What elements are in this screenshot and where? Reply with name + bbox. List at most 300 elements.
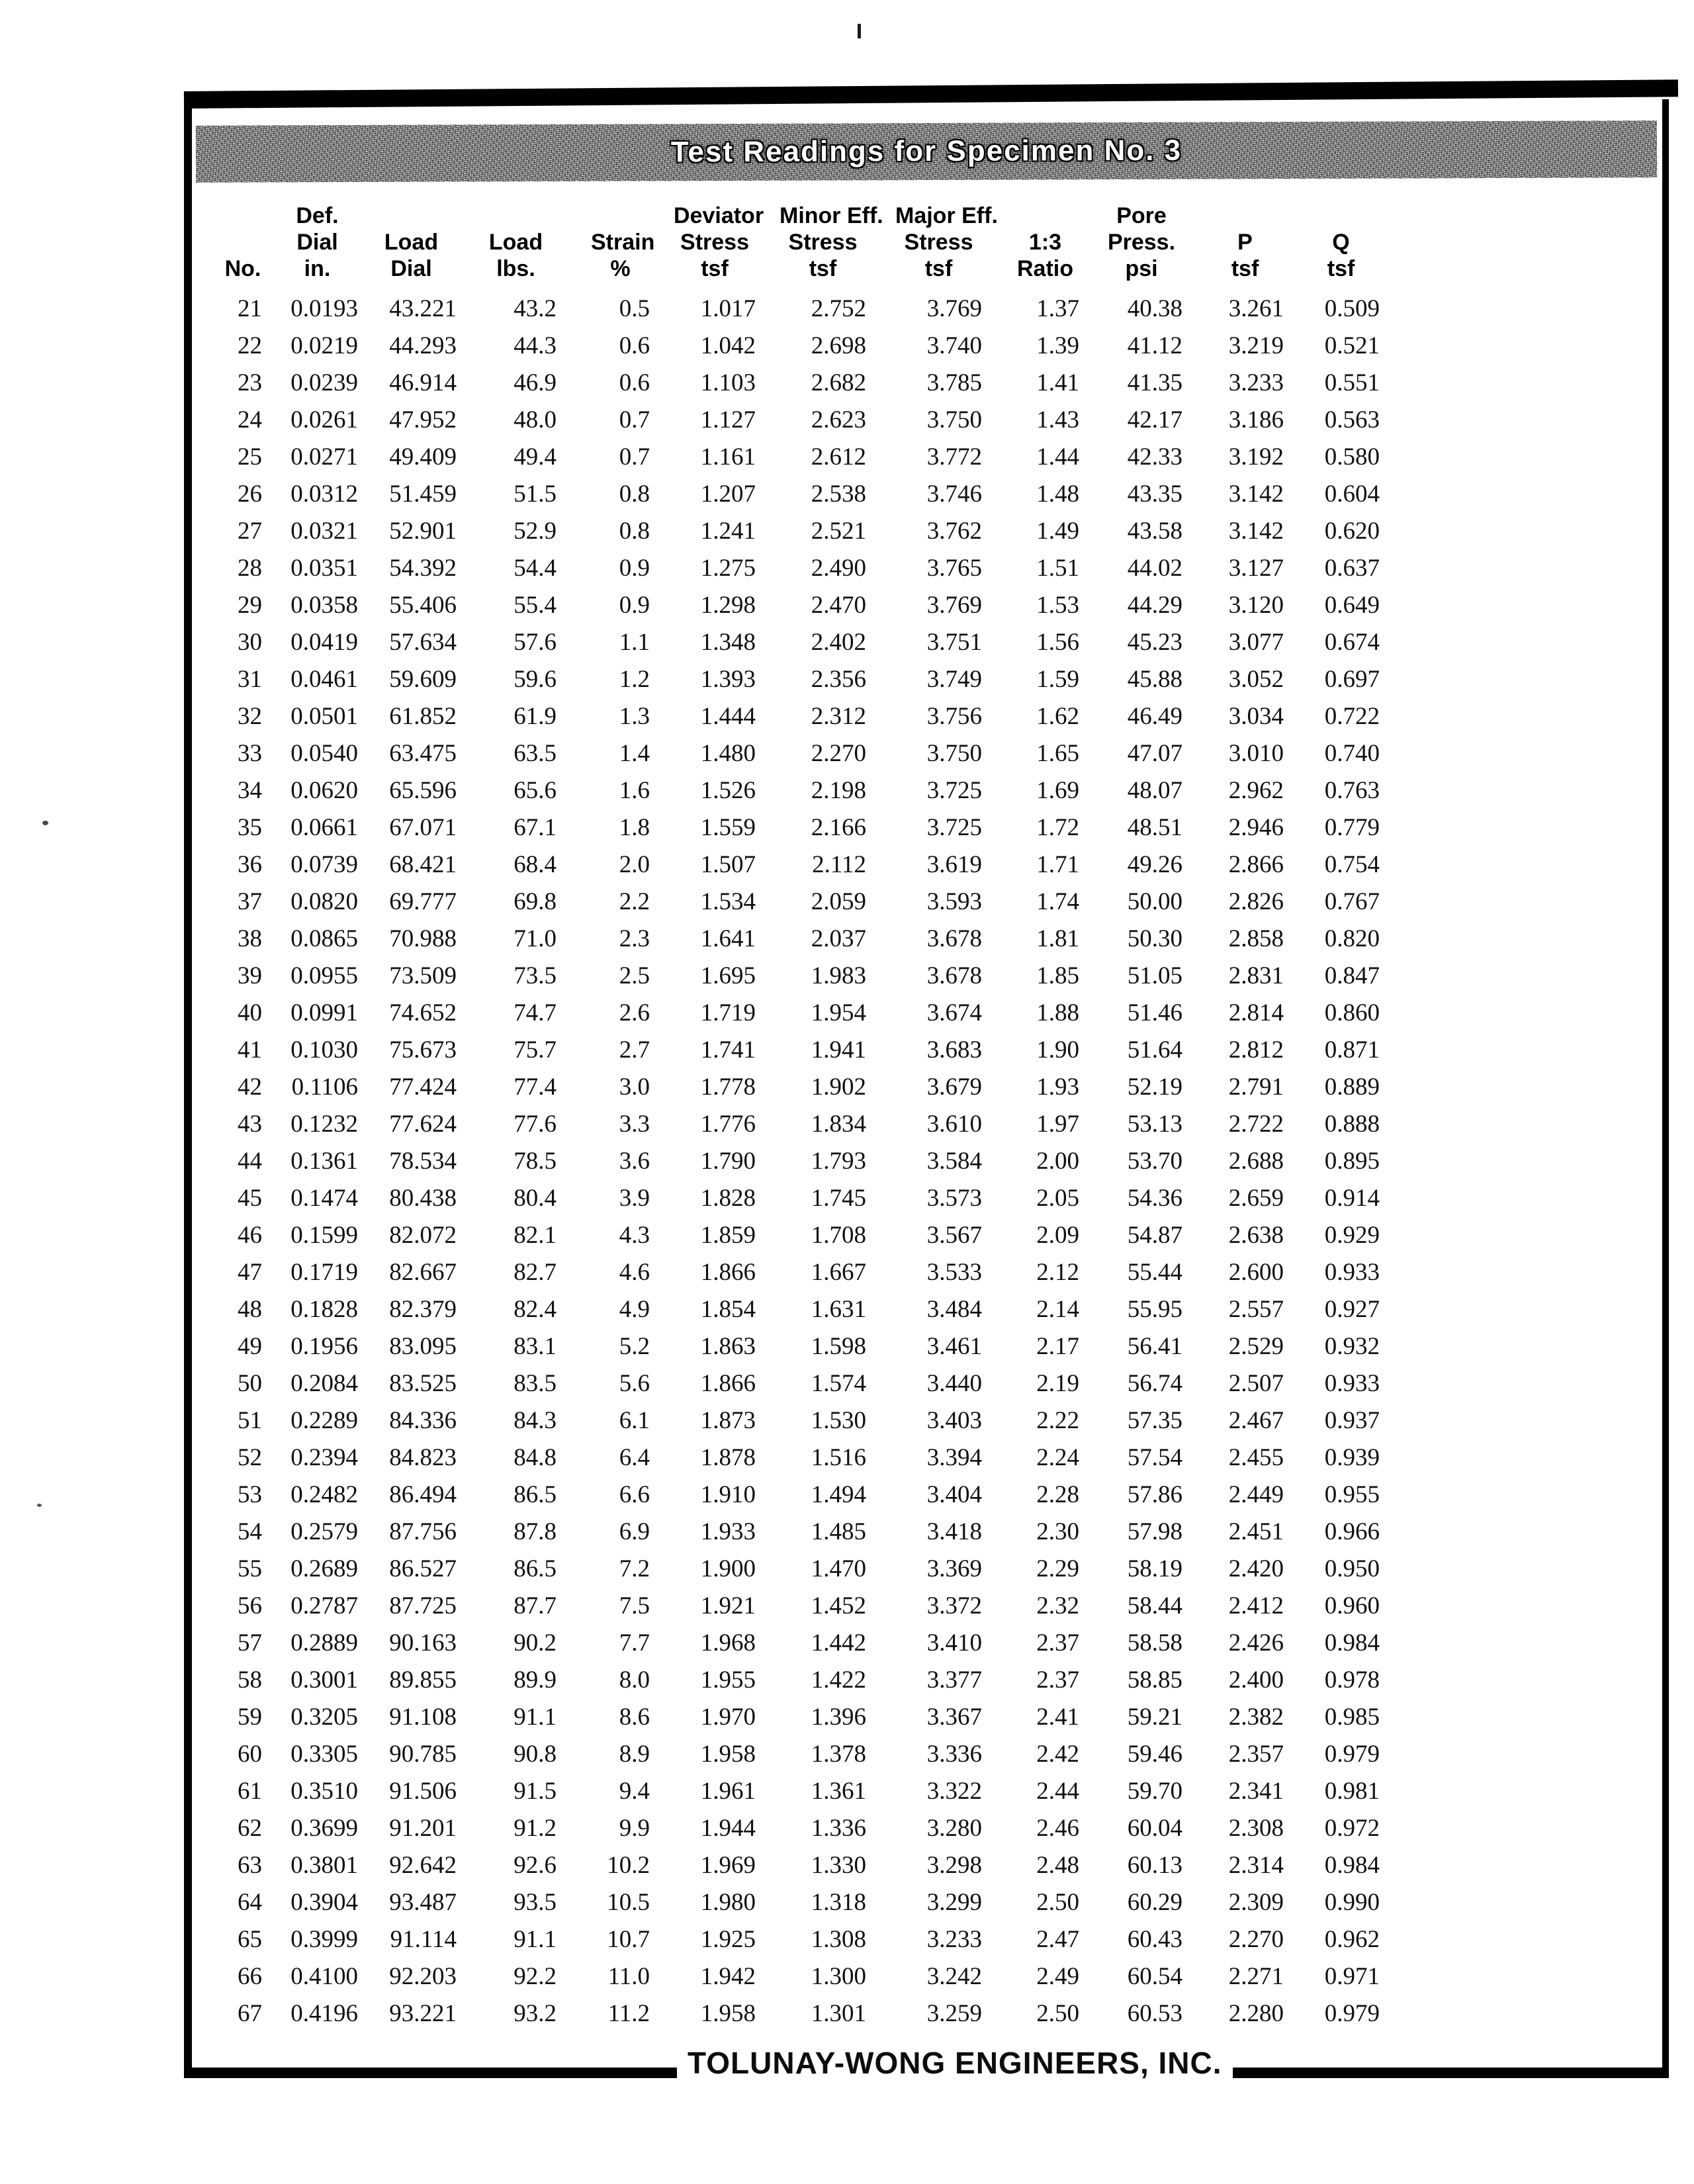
cell-def_dial_in: 0.0271 [290,443,358,471]
cell-p_tsf: 3.010 [1228,739,1284,767]
cell-ratio_1_3: 1.41 [1036,369,1079,396]
cell-no: 50 [238,1369,262,1397]
cell-p_tsf: 2.812 [1228,1036,1284,1064]
cell-q_tsf: 0.871 [1324,1036,1380,1064]
cell-p_tsf: 3.052 [1228,665,1284,693]
cell-load_lbs: 87.8 [513,1518,557,1545]
page-title: Test Readings for Specimen No. 3 [670,134,1182,169]
cell-strain_pct: 0.7 [619,443,650,471]
table-row [224,1328,1398,1365]
table-row [224,957,1398,994]
cell-deviator_stress: 1.127 [700,406,756,433]
cell-def_dial_in: 0.3305 [290,1740,358,1768]
cell-q_tsf: 0.674 [1324,628,1380,656]
cell-minor_eff_stress: 1.301 [811,1999,866,2027]
cell-def_dial_in: 0.1030 [290,1036,358,1064]
cell-deviator_stress: 1.968 [700,1629,756,1657]
cell-q_tsf: 0.860 [1324,999,1380,1026]
cell-q_tsf: 0.937 [1324,1406,1380,1434]
cell-load_dial: 82.667 [389,1258,457,1286]
cell-p_tsf: 3.034 [1228,702,1284,730]
cell-def_dial_in: 0.3904 [290,1888,358,1916]
cell-pore_press_psi: 45.23 [1127,628,1182,656]
table-row [224,883,1398,920]
table-row [224,1291,1398,1328]
cell-no: 36 [238,850,262,878]
cell-ratio_1_3: 1.93 [1036,1073,1079,1101]
cell-deviator_stress: 1.980 [700,1888,756,1916]
cell-no: 57 [238,1629,262,1657]
cell-deviator_stress: 1.958 [700,1740,756,1768]
cell-load_dial: 52.901 [389,517,457,545]
table-row [224,1772,1398,1809]
table-row [224,846,1398,883]
cell-pore_press_psi: 59.70 [1127,1777,1182,1805]
cell-p_tsf: 2.962 [1228,776,1284,804]
cell-load_dial: 89.855 [389,1666,457,1694]
cell-pore_press_psi: 53.13 [1127,1110,1182,1138]
cell-no: 51 [238,1406,262,1434]
cell-q_tsf: 0.955 [1324,1480,1380,1508]
cell-deviator_stress: 1.695 [700,962,756,989]
cell-load_lbs: 91.5 [513,1777,557,1805]
cell-load_dial: 43.221 [389,295,457,322]
cell-strain_pct: 11.0 [607,1962,650,1990]
cell-major_eff_stress: 3.410 [926,1629,982,1657]
cell-def_dial_in: 0.0820 [290,887,358,915]
cell-deviator_stress: 1.790 [700,1147,756,1175]
cell-deviator_stress: 1.955 [700,1666,756,1694]
cell-minor_eff_stress: 2.166 [811,813,866,841]
table-row [224,364,1398,401]
cell-strain_pct: 3.9 [619,1184,650,1212]
cell-strain_pct: 1.2 [619,665,650,693]
table-row [224,1476,1398,1513]
cell-minor_eff_stress: 1.396 [811,1703,866,1731]
cell-q_tsf: 0.563 [1324,406,1380,433]
cell-pore_press_psi: 54.87 [1127,1221,1182,1249]
cell-minor_eff_stress: 1.494 [811,1480,866,1508]
cell-pore_press_psi: 59.46 [1127,1740,1182,1768]
cell-major_eff_stress: 3.394 [926,1443,982,1471]
cell-def_dial_in: 0.4196 [290,1999,358,2027]
cell-pore_press_psi: 60.53 [1127,1999,1182,2027]
cell-def_dial_in: 0.3699 [290,1814,358,1842]
cell-strain_pct: 1.4 [619,739,650,767]
table-row [224,1661,1398,1698]
cell-def_dial_in: 0.1599 [290,1221,358,1249]
document-frame [184,99,1669,2078]
cell-ratio_1_3: 2.12 [1036,1258,1079,1286]
cell-no: 66 [238,1962,262,1990]
cell-ratio_1_3: 1.69 [1036,776,1079,804]
cell-minor_eff_stress: 2.356 [811,665,866,693]
cell-pore_press_psi: 48.51 [1127,813,1182,841]
cell-q_tsf: 0.985 [1324,1703,1380,1731]
table-row [224,1958,1398,1995]
cell-pore_press_psi: 48.07 [1127,776,1182,804]
cell-def_dial_in: 0.0261 [290,406,358,433]
cell-load_dial: 46.914 [389,369,457,396]
cell-ratio_1_3: 2.14 [1036,1295,1079,1323]
cell-strain_pct: 3.0 [619,1073,650,1101]
cell-deviator_stress: 1.958 [700,1999,756,2027]
cell-major_eff_stress: 3.336 [926,1740,982,1768]
cell-p_tsf: 2.357 [1228,1740,1284,1768]
cell-ratio_1_3: 2.29 [1036,1555,1079,1582]
cell-strain_pct: 2.5 [619,962,650,989]
cell-no: 65 [238,1925,262,1953]
cell-major_eff_stress: 3.484 [926,1295,982,1323]
cell-load_dial: 44.293 [389,332,457,359]
cell-load_dial: 83.525 [389,1369,457,1397]
cell-minor_eff_stress: 2.059 [811,887,866,915]
cell-load_lbs: 74.7 [513,999,557,1026]
col-header-load_dial: Load Dial [384,230,439,281]
cell-load_lbs: 90.8 [513,1740,557,1768]
cell-def_dial_in: 0.2889 [290,1629,358,1657]
cell-major_eff_stress: 3.678 [926,962,982,989]
cell-load_dial: 68.421 [389,850,457,878]
cell-deviator_stress: 1.828 [700,1184,756,1212]
col-header-no: No. [224,256,261,281]
cell-pore_press_psi: 40.38 [1127,295,1182,322]
cell-load_dial: 92.642 [389,1851,457,1879]
table-row [224,1698,1398,1735]
cell-no: 30 [238,628,262,656]
cell-minor_eff_stress: 1.708 [811,1221,866,1249]
cell-q_tsf: 0.779 [1324,813,1380,841]
cell-load_lbs: 78.5 [513,1147,557,1175]
cell-p_tsf: 2.412 [1228,1592,1284,1619]
cell-load_dial: 69.777 [389,887,457,915]
cell-p_tsf: 2.400 [1228,1666,1284,1694]
cell-minor_eff_stress: 1.308 [811,1925,866,1953]
cell-ratio_1_3: 1.71 [1036,850,1079,878]
cell-strain_pct: 0.9 [619,554,650,582]
cell-deviator_stress: 1.241 [700,517,756,545]
cell-def_dial_in: 0.1361 [290,1147,358,1175]
cell-strain_pct: 9.4 [619,1777,650,1805]
cell-def_dial_in: 0.2689 [290,1555,358,1582]
cell-major_eff_stress: 3.372 [926,1592,982,1619]
cell-ratio_1_3: 2.42 [1036,1740,1079,1768]
cell-ratio_1_3: 2.30 [1036,1518,1079,1545]
cell-no: 48 [238,1295,262,1323]
cell-ratio_1_3: 1.48 [1036,480,1079,508]
cell-pore_press_psi: 56.74 [1127,1369,1182,1397]
cell-deviator_stress: 1.873 [700,1406,756,1434]
cell-minor_eff_stress: 1.902 [811,1073,866,1101]
cell-minor_eff_stress: 2.402 [811,628,866,656]
cell-def_dial_in: 0.1719 [290,1258,358,1286]
cell-load_dial: 54.392 [389,554,457,582]
cell-pore_press_psi: 59.21 [1127,1703,1182,1731]
cell-major_eff_stress: 3.772 [926,443,982,471]
cell-minor_eff_stress: 2.037 [811,925,866,952]
cell-p_tsf: 2.600 [1228,1258,1284,1286]
cell-q_tsf: 0.971 [1324,1962,1380,1990]
table-row [224,401,1398,438]
cell-no: 34 [238,776,262,804]
cell-no: 39 [238,962,262,989]
cell-p_tsf: 2.426 [1228,1629,1284,1657]
cell-major_eff_stress: 3.533 [926,1258,982,1286]
cell-major_eff_stress: 3.679 [926,1073,982,1101]
title-bar [196,120,1657,183]
cell-load_lbs: 87.7 [513,1592,557,1619]
cell-ratio_1_3: 1.62 [1036,702,1079,730]
cell-def_dial_in: 0.1106 [291,1073,358,1101]
scan-artifact [42,821,48,825]
cell-q_tsf: 0.978 [1324,1666,1380,1694]
cell-minor_eff_stress: 1.361 [811,1777,866,1805]
cell-major_eff_stress: 3.567 [926,1221,982,1249]
cell-major_eff_stress: 3.418 [926,1518,982,1545]
cell-p_tsf: 2.688 [1228,1147,1284,1175]
cell-major_eff_stress: 3.593 [926,887,982,915]
cell-no: 32 [238,702,262,730]
cell-p_tsf: 2.866 [1228,850,1284,878]
cell-ratio_1_3: 2.37 [1036,1666,1079,1694]
cell-ratio_1_3: 1.97 [1036,1110,1079,1138]
cell-pore_press_psi: 44.02 [1127,554,1182,582]
cell-deviator_stress: 1.641 [700,925,756,952]
cell-major_eff_stress: 3.740 [926,332,982,359]
cell-ratio_1_3: 2.05 [1036,1184,1079,1212]
cell-no: 43 [238,1110,262,1138]
cell-load_lbs: 44.3 [513,332,557,359]
cell-def_dial_in: 0.0193 [290,295,358,322]
cell-strain_pct: 1.6 [619,776,650,804]
cell-ratio_1_3: 1.51 [1036,554,1079,582]
cell-pore_press_psi: 45.88 [1127,665,1182,693]
cell-q_tsf: 0.927 [1324,1295,1380,1323]
cell-minor_eff_stress: 1.378 [811,1740,866,1768]
cell-deviator_stress: 1.444 [700,702,756,730]
cell-no: 67 [238,1999,262,2027]
cell-strain_pct: 3.3 [619,1110,650,1138]
cell-deviator_stress: 1.854 [700,1295,756,1323]
cell-load_lbs: 67.1 [513,813,557,841]
cell-no: 62 [238,1814,262,1842]
cell-strain_pct: 0.9 [619,591,650,619]
cell-deviator_stress: 1.534 [700,887,756,915]
cell-strain_pct: 8.9 [619,1740,650,1768]
table-row [224,698,1398,735]
table-row [224,1439,1398,1476]
cell-no: 40 [238,999,262,1026]
cell-load_dial: 91.114 [390,1925,457,1953]
cell-q_tsf: 0.767 [1324,887,1380,915]
cell-strain_pct: 7.2 [619,1555,650,1582]
cell-p_tsf: 2.308 [1228,1814,1284,1842]
cell-pore_press_psi: 51.46 [1127,999,1182,1026]
cell-load_lbs: 49.4 [513,443,557,471]
cell-q_tsf: 0.820 [1324,925,1380,952]
cell-def_dial_in: 0.0312 [290,480,358,508]
readings-table [224,187,1398,2032]
cell-minor_eff_stress: 1.470 [811,1555,866,1582]
cell-load_dial: 83.095 [389,1332,457,1360]
cell-strain_pct: 0.7 [619,406,650,433]
cell-pore_press_psi: 60.43 [1127,1925,1182,1953]
table-row [224,1809,1398,1846]
table-row [224,920,1398,957]
cell-q_tsf: 0.990 [1324,1888,1380,1916]
cell-major_eff_stress: 3.725 [926,813,982,841]
cell-deviator_stress: 1.480 [700,739,756,767]
cell-strain_pct: 9.9 [619,1814,650,1842]
cell-q_tsf: 0.889 [1324,1073,1380,1101]
cell-ratio_1_3: 1.53 [1036,591,1079,619]
cell-load_lbs: 91.1 [513,1925,557,1953]
cell-def_dial_in: 0.1474 [290,1184,358,1212]
cell-no: 54 [238,1518,262,1545]
cell-load_dial: 77.424 [389,1073,457,1101]
cell-load_dial: 47.952 [389,406,457,433]
cell-major_eff_stress: 3.369 [926,1555,982,1582]
cell-load_dial: 55.406 [389,591,457,619]
cell-minor_eff_stress: 1.442 [811,1629,866,1657]
cell-deviator_stress: 1.207 [700,480,756,508]
table-row [224,1105,1398,1142]
cell-minor_eff_stress: 2.752 [811,295,866,322]
cell-deviator_stress: 1.526 [700,776,756,804]
cell-deviator_stress: 1.719 [700,999,756,1026]
cell-q_tsf: 0.649 [1324,591,1380,619]
cell-no: 45 [238,1184,262,1212]
cell-pore_press_psi: 51.64 [1127,1036,1182,1064]
cell-def_dial_in: 0.3001 [290,1666,358,1694]
cell-ratio_1_3: 1.56 [1036,628,1079,656]
table-row [224,1068,1398,1105]
cell-p_tsf: 3.186 [1228,406,1284,433]
cell-def_dial_in: 0.0739 [290,850,358,878]
cell-pore_press_psi: 60.13 [1127,1851,1182,1879]
cell-minor_eff_stress: 1.631 [811,1295,866,1323]
cell-no: 63 [238,1851,262,1879]
cell-major_eff_stress: 3.233 [926,1925,982,1953]
cell-q_tsf: 0.950 [1324,1555,1380,1582]
cell-no: 23 [238,369,262,396]
cell-q_tsf: 0.981 [1324,1777,1380,1805]
cell-load_lbs: 68.4 [513,850,557,878]
cell-p_tsf: 2.451 [1228,1518,1284,1545]
cell-q_tsf: 0.932 [1324,1332,1380,1360]
cell-deviator_stress: 1.921 [700,1592,756,1619]
table-body [224,290,1398,2032]
cell-strain_pct: 0.6 [619,369,650,396]
cell-pore_press_psi: 58.19 [1127,1555,1182,1582]
col-header-major_eff_stress: Major Eff. Stress tsf [895,203,998,281]
cell-ratio_1_3: 2.48 [1036,1851,1079,1879]
cell-deviator_stress: 1.298 [700,591,756,619]
cell-deviator_stress: 1.910 [700,1480,756,1508]
cell-deviator_stress: 1.103 [700,369,756,396]
cell-no: 55 [238,1555,262,1582]
table-row [224,512,1398,549]
cell-pore_press_psi: 51.05 [1127,962,1182,989]
cell-def_dial_in: 0.0501 [290,702,358,730]
cell-minor_eff_stress: 2.470 [811,591,866,619]
cell-def_dial_in: 0.3999 [290,1925,358,1953]
cell-deviator_stress: 1.942 [700,1962,756,1990]
cell-no: 28 [238,554,262,582]
cell-q_tsf: 0.888 [1324,1110,1380,1138]
cell-deviator_stress: 1.017 [700,295,756,322]
table-row [224,290,1398,327]
cell-pore_press_psi: 49.26 [1127,850,1182,878]
cell-load_dial: 90.785 [389,1740,457,1768]
cell-major_eff_stress: 3.584 [926,1147,982,1175]
cell-load_lbs: 93.2 [513,1999,557,2027]
cell-strain_pct: 4.9 [619,1295,650,1323]
cell-p_tsf: 2.826 [1228,887,1284,915]
cell-def_dial_in: 0.0991 [290,999,358,1026]
cell-load_lbs: 55.4 [513,591,557,619]
cell-ratio_1_3: 2.09 [1036,1221,1079,1249]
cell-deviator_stress: 1.393 [700,665,756,693]
col-header-strain_pct: Strain % [591,230,655,281]
table-row [224,1142,1398,1179]
cell-minor_eff_stress: 1.667 [811,1258,866,1286]
cell-q_tsf: 0.933 [1324,1369,1380,1397]
cell-p_tsf: 3.077 [1228,628,1284,656]
cell-q_tsf: 0.966 [1324,1518,1380,1545]
cell-major_eff_stress: 3.619 [926,850,982,878]
cell-p_tsf: 2.271 [1228,1962,1284,1990]
cell-minor_eff_stress: 1.330 [811,1851,866,1879]
cell-major_eff_stress: 3.440 [926,1369,982,1397]
col-header-def_dial_in: Def. Dial in. [296,203,339,281]
cell-major_eff_stress: 3.242 [926,1962,982,1990]
cell-ratio_1_3: 2.19 [1036,1369,1079,1397]
cell-deviator_stress: 1.275 [700,554,756,582]
cell-major_eff_stress: 3.750 [926,406,982,433]
cell-minor_eff_stress: 2.312 [811,702,866,730]
cell-strain_pct: 11.2 [607,1999,650,2027]
cell-load_dial: 57.634 [389,628,457,656]
cell-def_dial_in: 0.0321 [290,517,358,545]
table-row [224,549,1398,586]
cell-q_tsf: 0.914 [1324,1184,1380,1212]
cell-ratio_1_3: 1.44 [1036,443,1079,471]
cell-def_dial_in: 0.1232 [290,1110,358,1138]
cell-load_lbs: 86.5 [513,1555,557,1582]
cell-strain_pct: 8.0 [619,1666,650,1694]
cell-def_dial_in: 0.0239 [290,369,358,396]
cell-def_dial_in: 0.1956 [290,1332,358,1360]
cell-p_tsf: 3.192 [1228,443,1284,471]
cell-strain_pct: 6.9 [619,1518,650,1545]
cell-load_dial: 84.336 [389,1406,457,1434]
cell-deviator_stress: 1.776 [700,1110,756,1138]
cell-load_lbs: 86.5 [513,1480,557,1508]
cell-q_tsf: 0.763 [1324,776,1380,804]
cell-load_lbs: 90.2 [513,1629,557,1657]
cell-pore_press_psi: 46.49 [1127,702,1182,730]
cell-pore_press_psi: 54.36 [1127,1184,1182,1212]
cell-deviator_stress: 1.507 [700,850,756,878]
cell-load_dial: 74.652 [389,999,457,1026]
cell-def_dial_in: 0.0461 [290,665,358,693]
cell-load_dial: 75.673 [389,1036,457,1064]
cell-pore_press_psi: 42.17 [1127,406,1182,433]
cell-no: 44 [238,1147,262,1175]
cell-no: 29 [238,591,262,619]
cell-def_dial_in: 0.0219 [290,332,358,359]
